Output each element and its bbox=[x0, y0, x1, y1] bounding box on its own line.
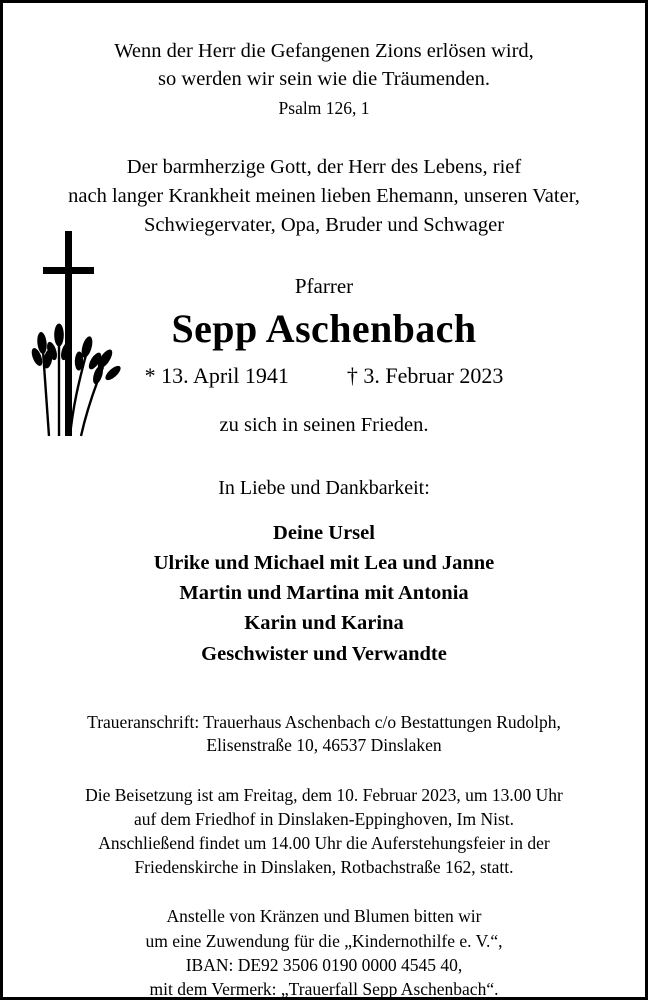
address-line-2: Elisenstraße 10, 46537 Dinslaken bbox=[206, 735, 442, 756]
verse-source: Psalm 126, 1 bbox=[278, 97, 370, 118]
cross-with-wheat-icon bbox=[29, 231, 139, 466]
donation-line-1: Anstelle von Kränzen und Blumen bitten wir bbox=[166, 906, 482, 927]
list-item: Martin und Martina mit Antonia bbox=[179, 582, 469, 605]
family-list bbox=[33, 518, 615, 669]
closing-line: zu sich in seinen Frieden. bbox=[219, 414, 429, 437]
address-line-1: Traueranschrift: Trauerhaus Aschenbach c/o Bestattungen Rudolph, bbox=[87, 711, 561, 732]
intro-line-2: nach langer Krankheit meinen lieben Ehemann, unseren Vater, bbox=[68, 184, 580, 207]
death-date: † 3. Februar 2023 bbox=[346, 363, 504, 389]
birth-date: * 13. April 1941 bbox=[144, 363, 289, 389]
funeral-details bbox=[33, 783, 615, 880]
donation-iban: IBAN: DE92 3506 0190 0000 4545 40, bbox=[185, 954, 463, 975]
funeral-line-4: Friedenskirche in Dinslaken, Rotbachstraße 162, statt. bbox=[134, 857, 514, 878]
funeral-line-1: Die Beisetzung ist am Freitag, dem 10. Februar 2023, um 13.00 Uhr bbox=[85, 784, 563, 805]
verse-line-1: Wenn der Herr die Gefangenen Zions erlösen wird, bbox=[114, 40, 534, 62]
list-item: Ulrike und Michael mit Lea und Janne bbox=[153, 552, 495, 575]
bible-verse bbox=[33, 37, 615, 120]
deceased-name: Sepp Aschenbach bbox=[171, 306, 477, 352]
funeral-line-3: Anschließend findet um 14.00 Uhr die Auferstehungsfeier in der bbox=[98, 833, 550, 854]
intro-text bbox=[33, 153, 615, 240]
donation-line-2: um eine Zuwendung für die „Kindernothilfe e. V.“, bbox=[145, 930, 503, 951]
funeral-line-2: auf dem Friedhof in Dinslaken-Eppinghoven, Im Nist. bbox=[133, 809, 515, 830]
list-item: Karin und Karina bbox=[244, 612, 404, 635]
donation-line-4: mit dem Vermerk: „Trauerfall Sepp Aschenbach“. bbox=[149, 978, 499, 999]
list-item: Geschwister und Verwandte bbox=[201, 642, 447, 665]
intro-line-1: Der barmherzige Gott, der Herr des Lebens, rief bbox=[126, 155, 522, 178]
verse-line-2: so werden wir sein wie die Träumenden. bbox=[158, 68, 490, 91]
donation-request bbox=[33, 904, 615, 1001]
intro-line-3: Schwiegervater, Opa, Bruder und Schwager bbox=[143, 213, 505, 236]
deceased-role: Pfarrer bbox=[294, 274, 354, 299]
list-item: Deine Ursel bbox=[273, 522, 375, 545]
thanks-line: In Liebe und Dankbarkeit: bbox=[218, 477, 430, 500]
mourning-address bbox=[33, 711, 615, 758]
